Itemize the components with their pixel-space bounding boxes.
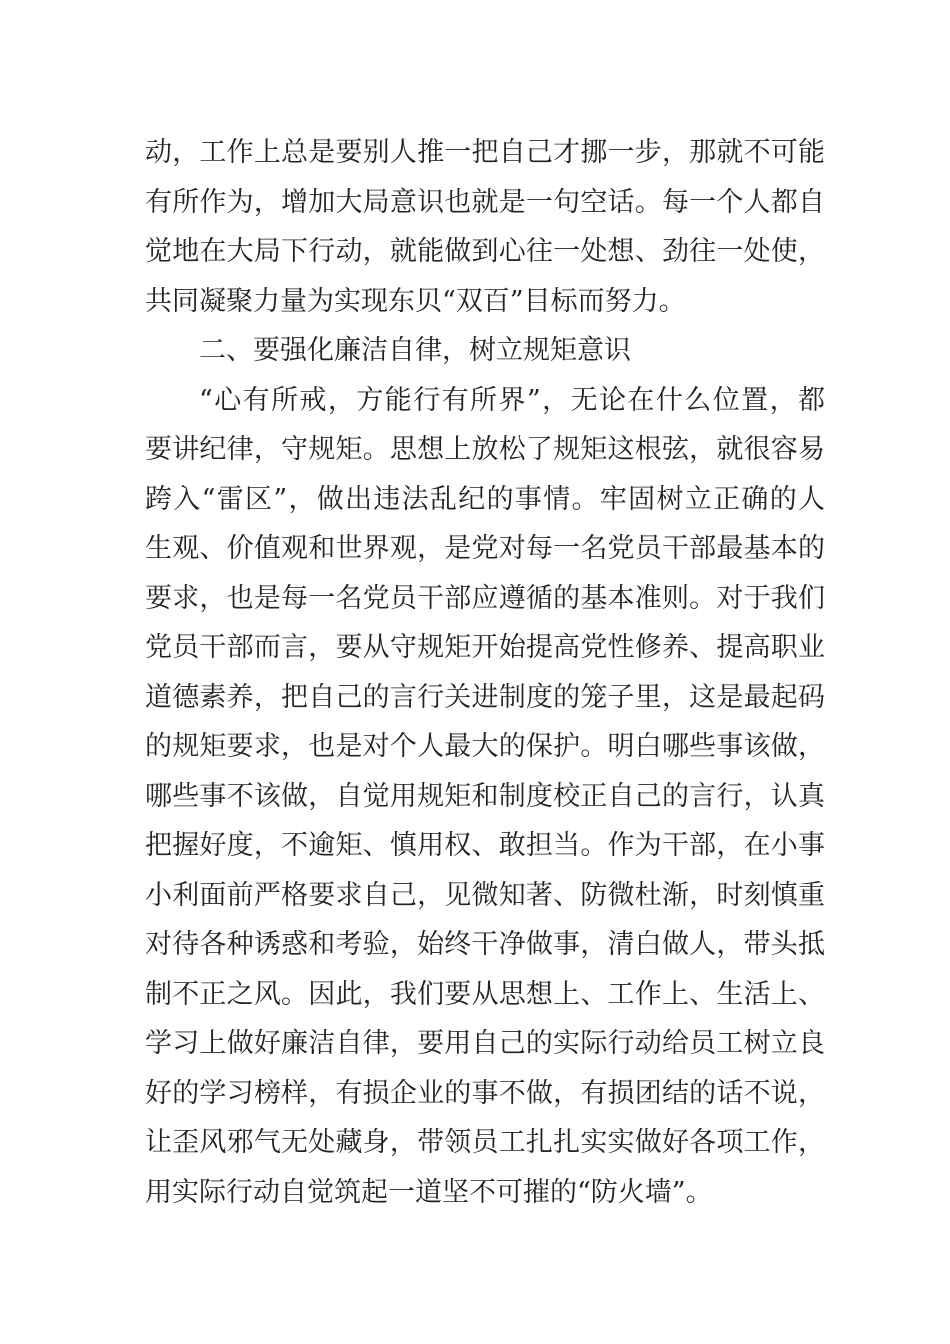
paragraph-line: 的规矩要求，也是对个人最大的保护。明白哪些事该做， xyxy=(145,731,825,762)
paragraph-line: 对待各种诱惑和考验，始终干净做事，清白做人，带头抵 xyxy=(145,929,825,960)
paragraph-line: 党员干部而言，要从守规矩开始提高党性修养、提高职业 xyxy=(145,632,825,663)
paragraph-line: 有所作为，增加大局意识也就是一句空话。每一个人都自 xyxy=(145,186,825,218)
paragraph-line: 哪些事不该做，自觉用规矩和制度校正自己的言行，认真 xyxy=(145,780,825,812)
paragraph-line: 要求，也是每一名党员干部应遵循的基本准则。对于我们 xyxy=(145,582,825,614)
paragraph-line: 让歪风邪气无处藏身，带领员工扎扎实实做好各项工作， xyxy=(145,1127,825,1158)
section-heading: 二、要强化廉洁自律，树立规矩意识 xyxy=(199,335,631,366)
paragraph-line: 要讲纪律，守规矩。思想上放松了规矩这根弦，就很容易 xyxy=(145,434,825,465)
paragraph-line: 跨入“雷区”，做出违法乱纪的事情。牢固树立正确的人 xyxy=(145,483,825,515)
paragraph-line: 道德素养，把自己的言行关进制度的笼子里，这是最起码 xyxy=(145,681,825,713)
paragraph-line: 小利面前严格要求自己，见微知著、防微杜渐，时刻慎重 xyxy=(145,879,825,911)
paragraph-line: 好的学习榜样，有损企业的事不做，有损团结的话不说， xyxy=(145,1077,825,1109)
paragraph-line: 学习上做好廉洁自律，要用自己的实际行动给员工树立良 xyxy=(145,1028,825,1059)
paragraph-line: 生观、价值观和世界观，是党对每一名党员干部最基本的 xyxy=(145,533,825,564)
paragraph-line: 觉地在大局下行动，就能做到心往一处想、劲往一处使， xyxy=(145,236,825,267)
document-body xyxy=(145,128,825,1217)
paragraph-line: 用实际行动自觉筑起一道坚不可摧的“防火墙”。 xyxy=(145,1176,713,1208)
paragraph-line: 把握好度，不逾矩、慎用权、敢担当。作为干部，在小事 xyxy=(145,830,825,861)
paragraph-line: 制不正之风。因此，我们要从思想上、工作上、生活上、 xyxy=(145,978,825,1010)
paragraph-line: 共同凝聚力量为实现东贝“双百”目标而努力。 xyxy=(145,285,686,317)
paragraph-line: 动，工作上总是要别人推一把自己才挪一步，那就不可能 xyxy=(145,137,825,168)
paragraph-line: “心有所戒，方能行有所界”，无论在什么位置，都 xyxy=(199,384,825,416)
